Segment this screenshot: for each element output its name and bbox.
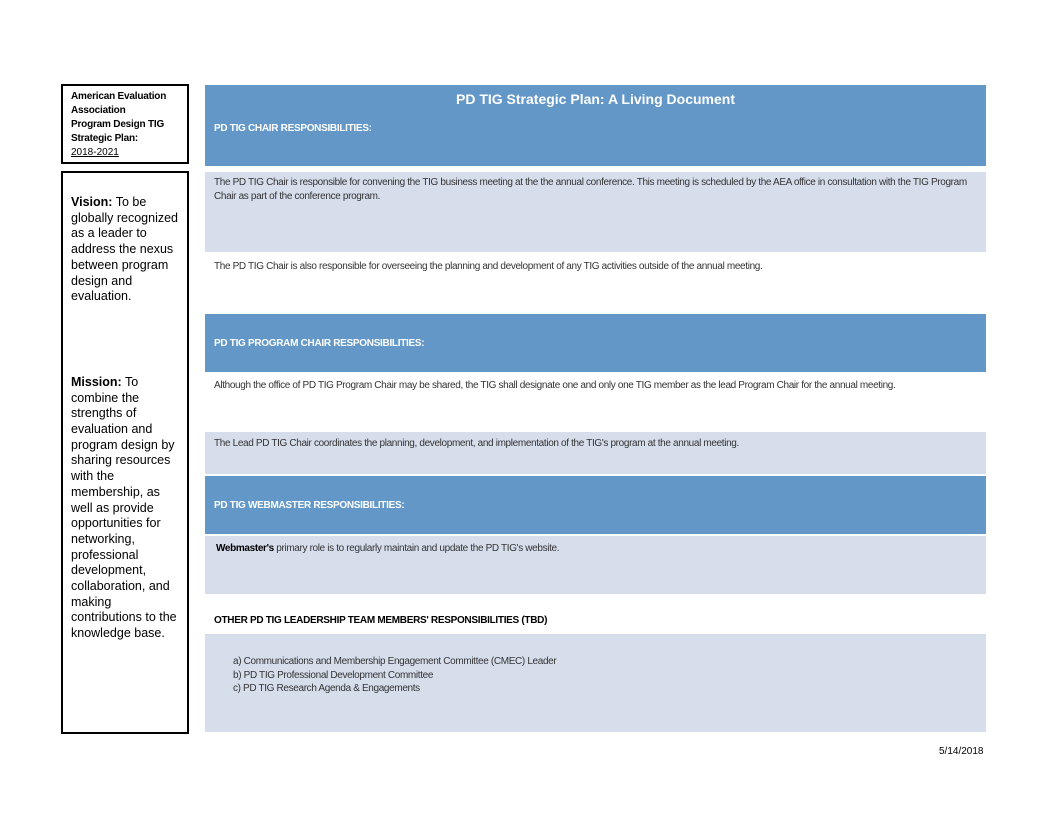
webmaster-header: PD TIG WEBMASTER RESPONSIBILITIES: (214, 500, 405, 511)
webmaster-item (216, 542, 972, 556)
vision-block (71, 195, 179, 305)
webmaster-label: Webmaster's (216, 543, 274, 554)
vision-mission-box (61, 171, 189, 734)
mission-label: Mission: (71, 374, 122, 389)
program-item-row-1 (205, 373, 986, 430)
program-item-2: The Lead PD TIG Chair coordinates the planning, development, and implementation of the TIG's program at the annual meeting. (214, 438, 739, 449)
chair-item-2: The PD TIG Chair is also responsible for overseeing the planning and development of any TIG activities outside of the annual meeting. (214, 261, 763, 272)
org-line-4: Strategic Plan: (71, 133, 139, 144)
vision-text: To be globally recognized as a leader to address the nexus between program design and evaluation. (71, 195, 179, 304)
chair-header-row (205, 85, 986, 166)
webmaster-header-row (205, 476, 986, 534)
other-items-list (233, 655, 556, 696)
organization-box (61, 84, 189, 164)
chair-header: PD TIG CHAIR RESPONSIBILITIES: (214, 123, 372, 134)
other-item-1: a) Communications and Membership Engagement Committee (CMEC) Leader (233, 656, 557, 667)
org-years: 2018-2021 (71, 147, 119, 158)
other-header-row (205, 596, 986, 632)
program-header: PD TIG PROGRAM CHAIR RESPONSIBILITIES: (214, 338, 425, 349)
webmaster-text: primary role is to regularly maintain and update the PD TIG's website. (273, 543, 560, 554)
other-item-2: b) PD TIG Professional Development Committee (233, 669, 434, 681)
document-title: PD TIG Strategic Plan: A Living Document (456, 91, 735, 107)
chair-item-row-2 (205, 254, 986, 311)
program-item-1: Although the office of PD TIG Program Chair may be shared, the TIG shall designate one and only one TIG member as the lead Program Chair for the annual meeting. (214, 380, 896, 391)
webmaster-item-row (205, 536, 986, 594)
other-items-row (205, 634, 986, 732)
other-item-3: c) PD TIG Research Agenda & Engagements (233, 683, 420, 694)
org-line-3: Program Design TIG (71, 119, 165, 130)
org-line-2: Association (71, 105, 126, 116)
other-header: OTHER PD TIG LEADERSHIP TEAM MEMBERS' RESPONSIBILITIES (TBD) (214, 615, 548, 626)
org-line-1: American Evaluation (71, 91, 167, 102)
chair-item-row-1 (205, 172, 986, 252)
program-header-row (205, 314, 986, 372)
chair-item-1: The PD TIG Chair is responsible for convening the TIG business meeting at the the annual conference. This meeting is scheduled by the AEA office in consultation with the TIG Program Chair as part of the conference program. (214, 177, 967, 202)
mission-block (71, 375, 179, 642)
footer-date: 5/14/2018 (939, 746, 984, 757)
vision-label: Vision: (71, 195, 113, 209)
program-item-row-2 (205, 432, 986, 474)
mission-text: To combine the strengths of evaluation and program design by sharing resources with the membership, as well as provide opportunities for networking, professional development, collaboration, and making contributions to the knowledge base. (71, 374, 177, 641)
